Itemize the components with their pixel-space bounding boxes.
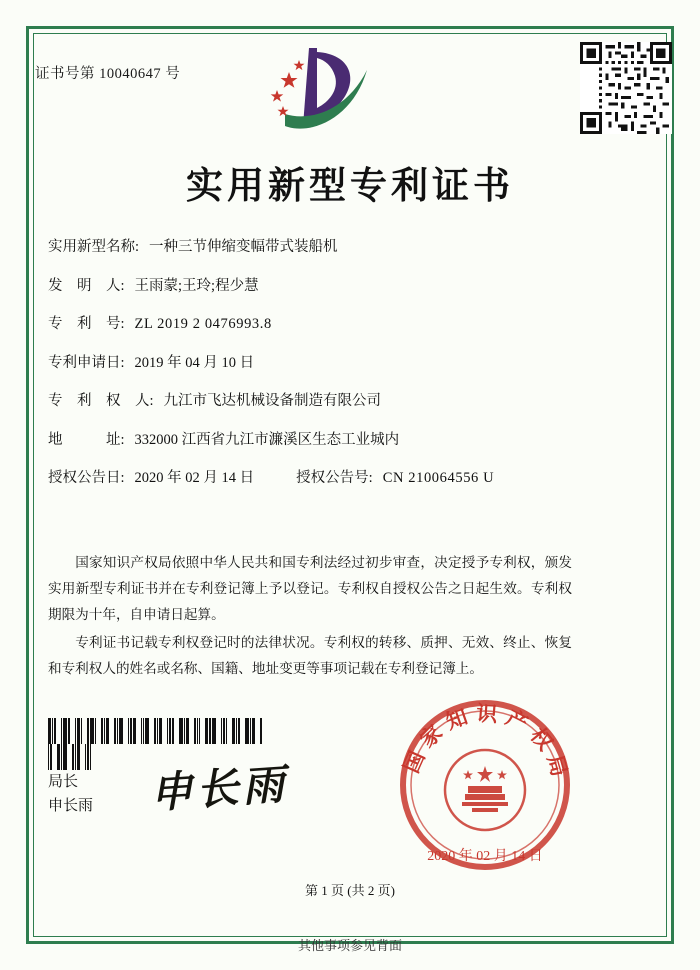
field-label: 发 明 人:: [48, 277, 125, 294]
back-page-note: 其他事项参见背面: [297, 938, 402, 953]
cnipa-logo-icon: [255, 40, 375, 140]
legal-paragraph-1: 国家知识产权局依照中华人民共和国专利法经过初步审查，决定授予专利权，颁发实用新型专利证书并在专利登记簿上予以登记。专利权自授权公告之日起生效。专利权期限为十年，自申请日起算。: [48, 555, 572, 622]
field-value: 王雨蒙;王玲;程少慧: [134, 277, 259, 294]
field-row-grant-announcement: [48, 471, 568, 486]
field-value: 332000 江西省九江市濂溪区生态工业城内: [134, 431, 400, 448]
field-value: ZL 2019 2 0476993.8: [134, 316, 272, 332]
grant-date-value: 2020 年 02 月 14 日: [134, 470, 255, 486]
page-title: 实用新型专利证书: [186, 166, 514, 207]
field-row-utility-model-name: [48, 240, 568, 255]
director-name-label: 申长雨: [48, 798, 94, 814]
barcode: [48, 718, 263, 744]
grant-number-group: [296, 471, 494, 486]
page-number-footer: 第 1 页 (共 2 页): [305, 883, 395, 898]
field-row-application-date: [48, 356, 568, 371]
field-row-patentee: [48, 394, 568, 409]
certificate-number: 证书号第 10040647 号: [35, 66, 181, 82]
handwritten-signature: 申长雨: [148, 759, 290, 818]
field-value: 一种三节伸缩变幅带式装船机: [149, 239, 338, 255]
field-value: 九江市飞达机械设备制造有限公司: [163, 393, 382, 409]
signature-labels: [48, 770, 93, 818]
director-title-label: 局长: [48, 774, 79, 790]
field-label: 专 利 权 人:: [48, 393, 154, 409]
qr-code: [580, 42, 672, 134]
field-row-inventors: [48, 279, 568, 294]
field-row-patent-number: [48, 317, 568, 332]
field-label: 实用新型名称:: [48, 239, 140, 255]
field-label: 专利申请日:: [48, 354, 125, 371]
legal-text-block: [48, 550, 572, 684]
grant-number-value: CN 210064556 U: [382, 470, 495, 486]
svg-text:国家知识产权局: 国家知识产权局: [398, 701, 574, 786]
grant-date-label: 授权公告日:: [48, 470, 125, 486]
field-value: 2019 年 04 月 10 日: [134, 354, 255, 371]
field-row-address: [48, 433, 568, 448]
field-label: 专 利 号:: [48, 316, 125, 332]
grant-number-label: 授权公告号:: [296, 470, 373, 486]
seal-date: 2020 年 02 月 14 日: [427, 849, 543, 864]
patent-field-list: [48, 240, 568, 508]
legal-paragraph-2: 专利证书记载专利权登记时的法律状况。专利权的转移、质押、无效、终止、恢复和专利权人的姓名或名称、国籍、地址变更等事项记载在专利登记簿上。: [48, 635, 572, 676]
field-label: 地 址:: [48, 431, 125, 448]
